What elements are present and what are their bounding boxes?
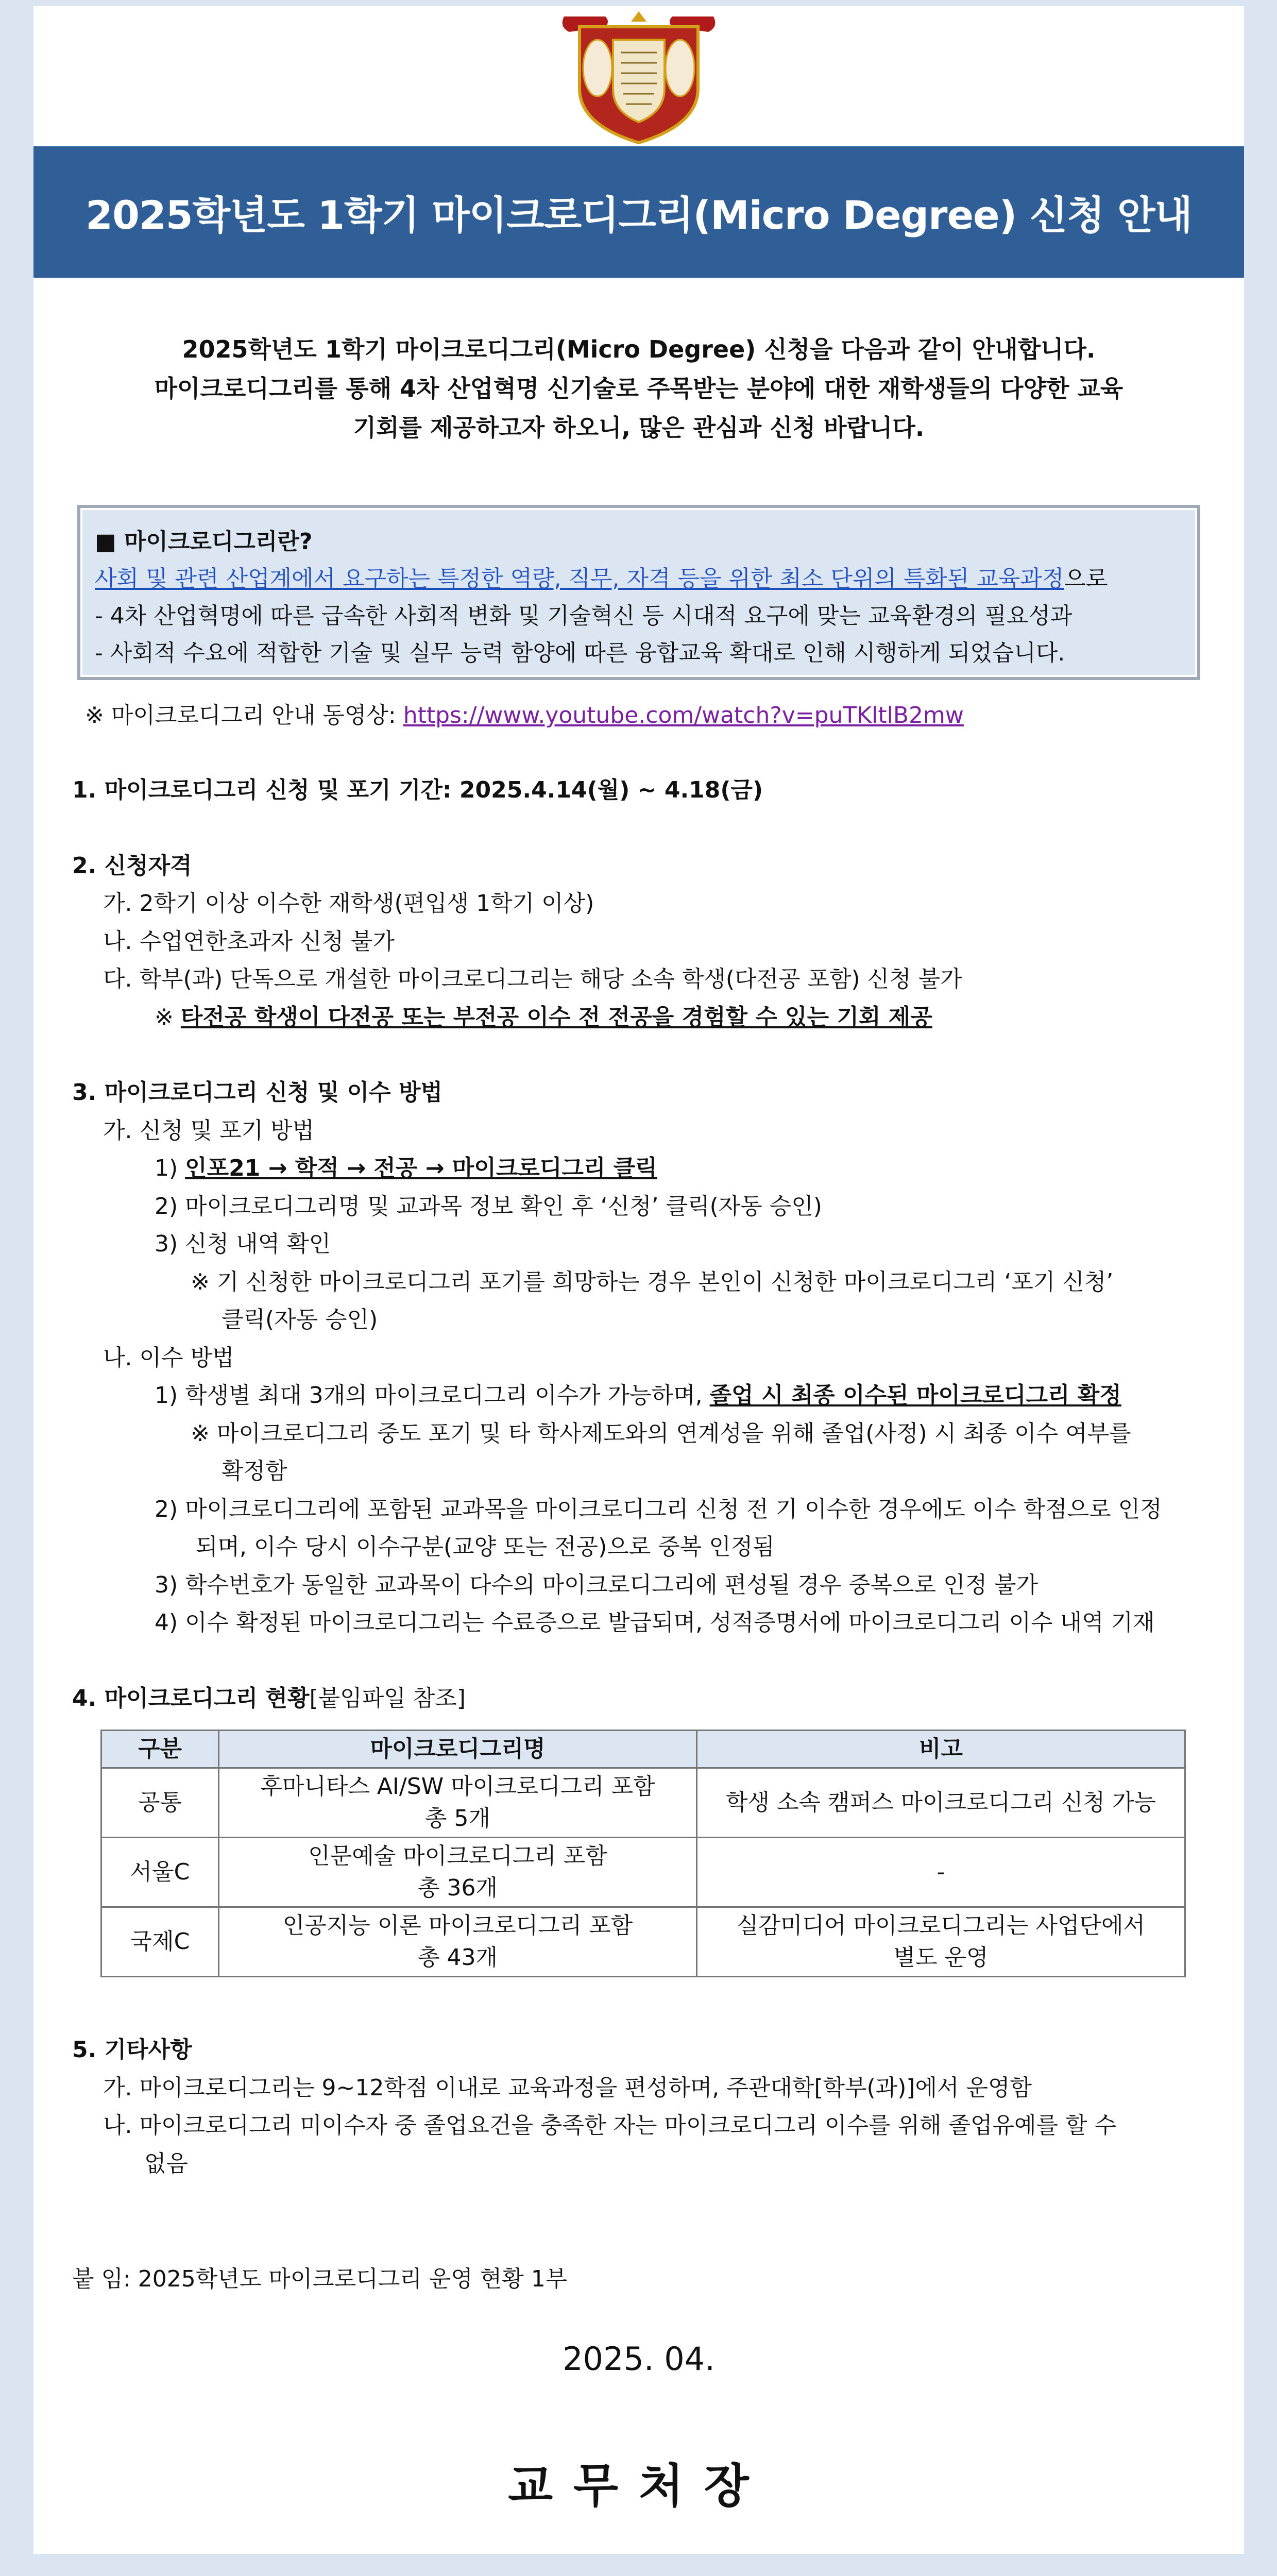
section-4-ref: [붙임파일 참조] [309,1685,466,1711]
table-cell [219,1907,697,1977]
cell-line: 별도 운영 [893,1944,989,1971]
item-number: 1) [155,1155,185,1181]
section-3-emphasis: 졸업 시 최종 이수된 마이크로디그리 확정 [709,1382,1121,1409]
section-3-sub: 가. 신청 및 포기 방법 [103,1117,314,1144]
definition-box [77,505,1200,680]
definition-link[interactable]: 사회 및 관련 산업계에서 요구하는 특정한 역량, 직무, 자격 등을 위한 최소 단위의 특화된 교육과정 [95,566,1064,592]
status-table-wrap [100,1730,1186,1977]
section-2-title: 2. 신청자격 [72,852,192,879]
university-emblem [549,11,729,145]
attachment: 붙 임: 2025학년도 마이크로디그리 운영 현황 1부 [72,2266,568,2292]
table-cell: 서울C [101,1838,219,1907]
notice-body [72,771,1241,1717]
cell-line: 총 43개 [418,1944,498,1971]
intro-line: 마이크로디그리를 통해 4차 산업혁명 신기술로 주목받는 분야에 대한 재학생들의 다양한 교육 [154,375,1123,402]
section-2-note: 타전공 학생이 다전공 또는 부전공 이수 전 전공을 경험할 수 있는 기회 제공 [180,1004,932,1030]
info21-path: 인포21 → 학적 → 전공 → 마이크로디그리 클릭 [185,1155,657,1181]
section-1-title: 1. 마이크로디그리 신청 및 포기 기간: 2025.4.14(월) ~ 4.18(금) [72,777,763,803]
definition-title: ■ 마이크로디그리란? [95,529,313,555]
section-2-item: 가. 2학기 이상 이수한 재학생(편입생 1학기 이상) [103,890,594,917]
notice-page [33,6,1244,2554]
section-3-note: 확정함 [222,1458,287,1484]
definition-tail: 으로 [1064,566,1108,592]
definition-line: - 4차 산업혁명에 따른 급속한 사회적 변화 및 기술혁신 등 시대적 요구에 맞는 교육환경의 필요성과 [95,603,1072,629]
table-cell [697,1768,1185,1838]
section-3-item: 1) 학생별 최대 3개의 마이크로디그리 이수가 가능하며, [155,1382,710,1409]
intro-line: 2025학년도 1학기 마이크로디그리(Micro Degree) 신청을 다음과 같이 안내합니다. [182,335,1096,363]
table-header: 비고 [697,1731,1185,1768]
section-5-title: 5. 기타사항 [72,2037,192,2063]
cell-line: 인문예술 마이크로디그리 포함 [308,1843,607,1869]
section-3-sub: 나. 이수 방법 [103,1344,234,1371]
status-table [100,1730,1186,1977]
section-3-note: 클릭(자동 승인) [222,1307,378,1333]
cell-line: 총 36개 [418,1875,498,1901]
section-5-item: 나. 마이크로디그리 미이수자 중 졸업요건을 충족한 자는 마이크로디그리 이수를 위해 졸업유예를 할 수 [103,2112,1116,2139]
cell-line: 후마니타스 AI/SW 마이크로디그리 포함 [260,1773,655,1800]
section-3-item: 2) 마이크로디그리에 포함된 교과목을 마이크로디그리 신청 전 기 이수한 경우에도 이수 학점으로 인정 [155,1496,1162,1522]
table-row [101,1838,1185,1907]
cell-line: 인공지능 이론 마이크로디그리 포함 [282,1912,633,1939]
section-3-item: 3) 학수번호가 동일한 교과목이 다수의 마이크로디그리에 편성될 경우 중복으로 인정 불가 [155,1571,1038,1598]
section-5 [72,2031,1241,2182]
section-3-item: 3) 신청 내역 확인 [155,1231,331,1257]
cell-line: - [937,1859,945,1885]
table-header-row [101,1731,1185,1768]
section-3-note: ※ 기 신청한 마이크로디그리 포기를 희망하는 경우 본인이 신청한 마이크로디그리 ‘포기 신청’ [191,1268,1114,1295]
intro-text [33,330,1244,447]
table-cell [219,1768,697,1838]
section-2-item: 다. 학부(과) 단독으로 개설한 마이크로디그리는 해당 소속 학생(다전공 포함) 신청 불가 [103,966,962,992]
video-link[interactable]: https://www.youtube.com/watch?v=puTKltlB2mw [403,702,964,728]
cell-line: 총 5개 [425,1805,490,1832]
table-header: 구분 [101,1731,219,1768]
video-guide [85,697,964,730]
signature: 교무처장 [508,2459,770,2513]
note-mark: ※ [155,1004,181,1030]
section-3-item: 2) 마이크로디그리명 및 교과목 정보 확인 후 ‘신청’ 클릭(자동 승인) [155,1193,822,1219]
table-header: 마이크로디그리명 [219,1731,697,1768]
table-row [101,1768,1185,1838]
section-2-item: 나. 수업연한초과자 신청 불가 [103,928,395,955]
section-3-item: 되며, 이수 당시 이수구분(교양 또는 전공)으로 중복 인정됨 [196,1534,775,1560]
section-3-item: 4) 이수 확정된 마이크로디그리는 수료증으로 발급되며, 성적증명서에 마이크로디그리 이수 내역 기재 [155,1609,1155,1636]
notice-date: 2025. 04. [563,2340,715,2378]
cell-line: 학생 소속 캠퍼스 마이크로디그리 신청 가능 [725,1789,1156,1816]
section-5-item: 가. 마이크로디그리는 9~12학점 이내로 교육과정을 편성하며, 주관대학[학부(과)]에서 운영함 [103,2074,1032,2101]
table-cell: 공통 [101,1768,219,1838]
intro-line: 기회를 제공하고자 하오니, 많은 관심과 신청 바랍니다. [353,414,925,442]
cell-line: 실감미디어 마이크로디그리는 사업단에서 [736,1912,1146,1939]
section-3-title: 3. 마이크로디그리 신청 및 이수 방법 [72,1079,442,1106]
table-cell [697,1907,1185,1977]
page-title: 2025학년도 1학기 마이크로디그리(Micro Degree) 신청 안내 [33,146,1244,278]
section-3-note: ※ 마이크로디그리 중도 포기 및 타 학사제도와의 연계성을 위해 졸업(사정) 시 최종 이수 여부를 [191,1420,1131,1447]
table-cell [219,1838,697,1907]
video-label: ※ 마이크로디그리 안내 동영상: [85,702,403,728]
table-cell [697,1838,1185,1907]
section-4-title: 4. 마이크로디그리 현황 [72,1685,310,1711]
table-cell: 국제C [101,1907,219,1977]
table-row [101,1907,1185,1977]
section-5-item: 없음 [144,2150,189,2177]
definition-line: - 사회적 수요에 적합한 기술 및 실무 능력 함양에 따른 융합교육 확대로 인해 시행하게 되었습니다. [95,640,1065,666]
